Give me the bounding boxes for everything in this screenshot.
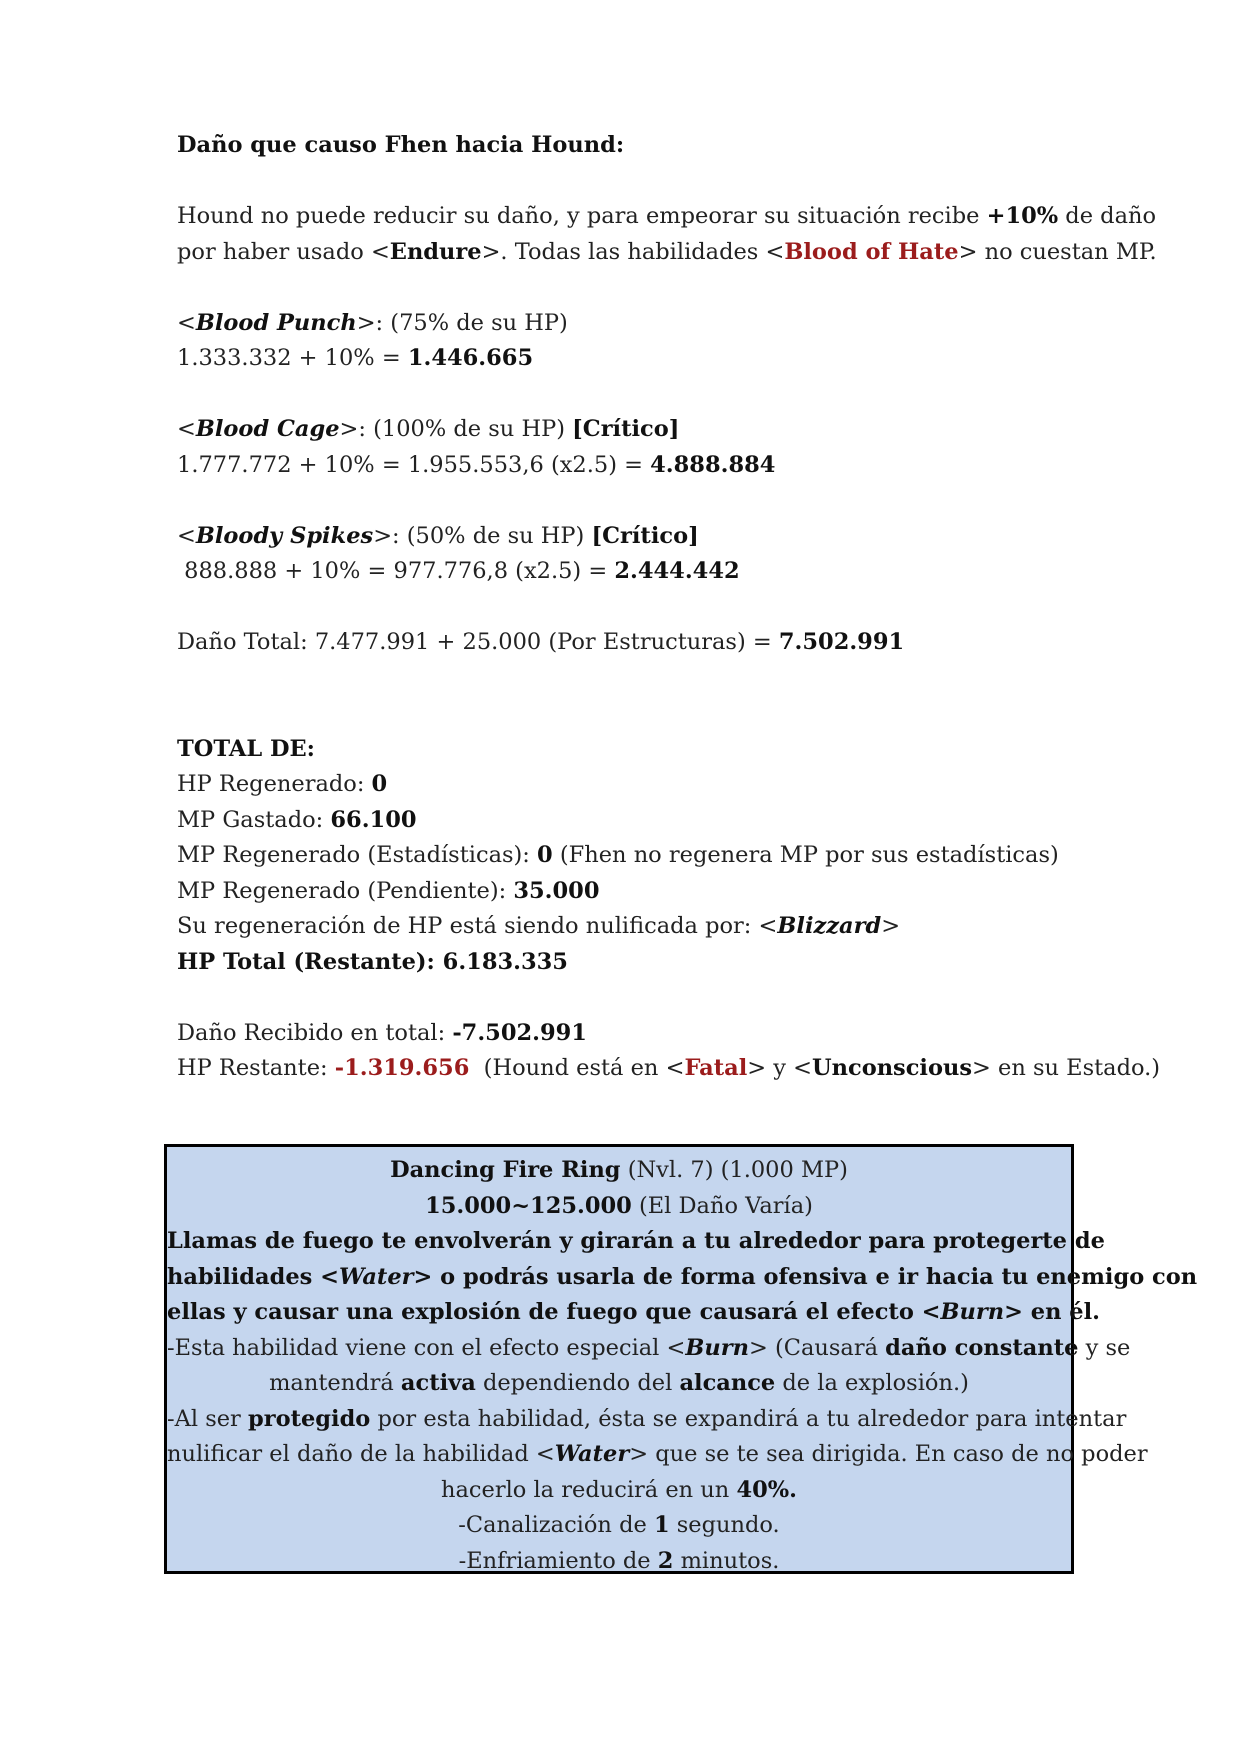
heading: Daño que causo Fhen hacia Hound: — [177, 132, 625, 158]
skill-effect-4: nulificar el daño de la habilidad <Water> que se te sea dirigida. En caso de no poder — [167, 1441, 1148, 1467]
attack-2-title: <Blood Cage>: (100% de su HP) [Crítico] — [177, 416, 680, 442]
skill-name: Dancing Fire Ring (Nvl. 7) (1.000 MP) — [390, 1157, 848, 1183]
skill-damage: 15.000~125.000 (El Daño Varía) — [425, 1192, 813, 1219]
skill-effect-1: -Esta habilidad viene con el efecto especial <Burn> (Causará daño constante y se — [167, 1334, 1131, 1361]
attack-1-calc: 1.333.332 + 10% = 1.446.665 — [177, 345, 534, 371]
mp-regen-stats: MP Regenerado (Estadísticas): 0 (Fhen no regenera MP por sus estadísticas) — [177, 842, 1059, 868]
skill-desc-1: Llamas de fuego te envolverán y girarán a tu alrededor para protegerte de — [167, 1228, 1105, 1254]
attack-3-calc: 888.888 + 10% = 977.776,8 (x2.5) = 2.444.442 — [177, 558, 740, 584]
skill-cooldown: -Enfriamiento de 2 minutos. — [458, 1547, 780, 1574]
skill-effect-5: hacerlo la reducirá en un 40%. — [441, 1476, 797, 1503]
damage-received: Daño Recibido en total: -7.502.991 — [177, 1019, 587, 1046]
mp-regen-pending: MP Regenerado (Pendiente): 35.000 — [177, 877, 600, 904]
skill-desc-2: habilidades <Water> o podrás usarla de forma ofensiva e ir hacia tu enemigo con — [167, 1263, 1198, 1290]
attack-3-title: <Bloody Spikes>: (50% de su HP) [Crítico] — [177, 522, 699, 549]
document-body — [177, 128, 1161, 1087]
skill-effect-3: -Al ser protegido por esta habilidad, ésta se expandirá a tu alrededor para intentar — [167, 1405, 1127, 1432]
attack-2-calc: 1.777.772 + 10% = 1.955.553,6 (x2.5) = 4.888.884 — [177, 451, 776, 478]
intro-line-2: por haber usado <Endure>. Todas las habilidades <Blood of Hate> no cuestan MP. — [177, 238, 1157, 265]
total-damage: Daño Total: 7.477.991 + 25.000 (Por Estructuras) = 7.502.991 — [177, 629, 905, 655]
hp-remaining: HP Restante: -1.319.656 (Hound está en <Fatal> y <Unconscious> en su Estado.) — [177, 1055, 1161, 1081]
hp-regen: HP Regenerado: 0 — [177, 771, 388, 797]
skill-box — [164, 1144, 1198, 1574]
attack-1-title: <Blood Punch>: (75% de su HP) — [177, 309, 568, 336]
mp-spent: MP Gastado: 66.100 — [177, 806, 417, 833]
skill-desc-3: ellas y causar una explosión de fuego que causará el efecto <Burn> en él. — [167, 1299, 1100, 1325]
totals-title: TOTAL DE: — [177, 735, 315, 762]
skill-effect-2: mantendrá activa dependiendo del alcance de la explosión.) — [269, 1370, 969, 1396]
skill-channel: -Canalización de 1 segundo. — [458, 1512, 780, 1538]
intro-line-1: Hound no puede reducir su daño, y para empeorar su situación recibe +10% de daño — [177, 203, 1157, 229]
hp-total: HP Total (Restante): 6.183.335 — [177, 948, 568, 975]
hp-nullified: Su regeneración de HP está siendo nulificada por: <Blizzard> — [177, 913, 901, 939]
